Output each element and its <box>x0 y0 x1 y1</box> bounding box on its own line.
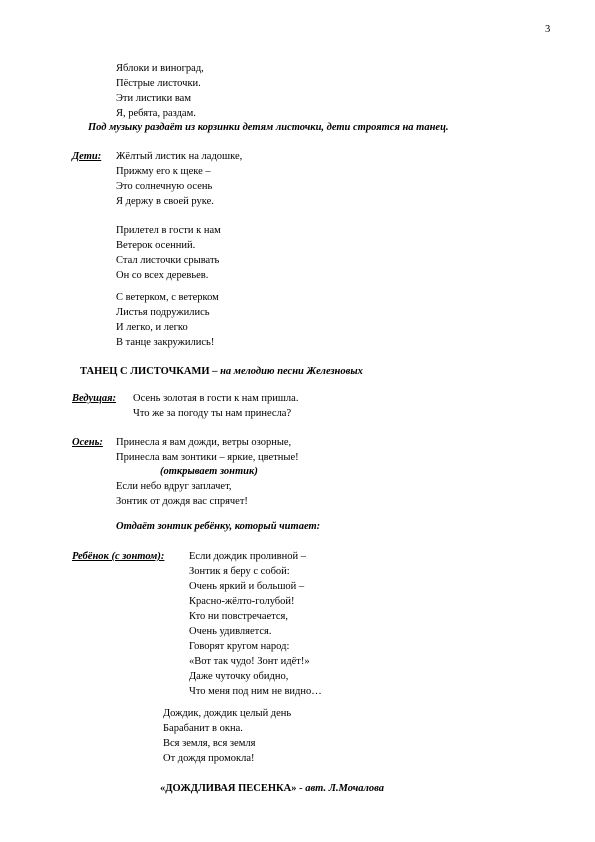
verse-line: Это солнечную осень <box>116 181 213 192</box>
verse-line: Принесла я вам дожди, ветры озорные, <box>116 437 292 448</box>
verse-line: Стал листочки срывать <box>116 255 220 266</box>
verse-line: Прижму его к щеке – <box>116 166 211 177</box>
verse-line: Если дождик проливной – <box>189 551 306 562</box>
speaker-label-children: Дети: <box>72 151 102 162</box>
verse-line: Очень яркий и большой – <box>189 581 305 592</box>
verse-line: Очень удивляется. <box>189 626 272 637</box>
verse-line: Листья подружились <box>116 307 210 318</box>
verse-line: Кто ни повстречается, <box>189 611 289 622</box>
verse-line: Эти листики вам <box>116 93 191 104</box>
verse-line: Зонтик от дождя вас спрячет! <box>116 496 248 507</box>
song-author: - авт. Л.Мочалова <box>296 783 384 794</box>
verse-line: Что же за погоду ты нам принесла? <box>133 408 292 419</box>
verse-line: Осень золотая в гости к нам пришла. <box>133 393 299 404</box>
verse-line: Что меня под ним не видно… <box>189 686 322 697</box>
verse-line: Зонтик я беру с собой: <box>189 566 290 577</box>
remark: (открывает зонтик) <box>160 466 258 477</box>
verse-line: Дождик, дождик целый день <box>163 708 292 719</box>
verse-line: Он со всех деревьев. <box>116 270 209 281</box>
verse-line: Даже чуточку обидно, <box>189 671 289 682</box>
verse-line: Красно-жёлто-голубой! <box>189 596 295 607</box>
stage-direction: Отдаёт зонтик ребёнку, который читает: <box>116 521 321 532</box>
verse-line: Говорят кругом народ: <box>189 641 290 652</box>
speaker-label-host: Ведущая: <box>72 393 117 404</box>
verse-line: Барабанит в окна. <box>163 723 243 734</box>
verse-line: Ветерок осенний. <box>116 240 196 251</box>
verse-line: Яблоки и виноград, <box>116 63 204 74</box>
speaker-label-autumn: Осень: <box>72 437 103 448</box>
verse-line: Вся земля, вся земля <box>163 738 256 749</box>
verse-line: «Вот так чудо! Зонт идёт!» <box>189 656 310 667</box>
verse-line: С ветерком, с ветерком <box>116 292 219 303</box>
verse-line: Я, ребята, раздам. <box>116 108 196 119</box>
dance-heading <box>80 365 363 378</box>
verse-line: Я держу в своей руке. <box>116 196 214 207</box>
song-title: «ДОЖДЛИВАЯ ПЕСЕНКА» <box>160 783 297 794</box>
verse-line: Пёстрые листочки. <box>116 78 201 89</box>
dance-subtitle: – на мелодию песни Железновых <box>209 366 363 377</box>
verse-line: Жёлтый листик на ладошке, <box>116 151 243 162</box>
song-heading <box>160 782 384 795</box>
verse-line: В танце закружились! <box>116 337 215 348</box>
verse-line: Принесла вам зонтики – яркие, цветные! <box>116 452 299 463</box>
verse-line: Прилетел в гости к нам <box>116 225 221 236</box>
verse-line: И легко, и легко <box>116 322 188 333</box>
verse-line: От дождя промокла! <box>163 753 255 764</box>
page-number: 3 <box>545 24 551 35</box>
speaker-label-child: Ребёнок (с зонтом): <box>72 551 165 562</box>
dance-title: ТАНЕЦ С ЛИСТОЧКАМИ <box>80 366 210 377</box>
verse-line: Если небо вдруг заплачет, <box>116 481 232 492</box>
stage-direction: Под музыку раздаёт из корзинки детям листочки, дети строятся на танец. <box>88 122 449 133</box>
